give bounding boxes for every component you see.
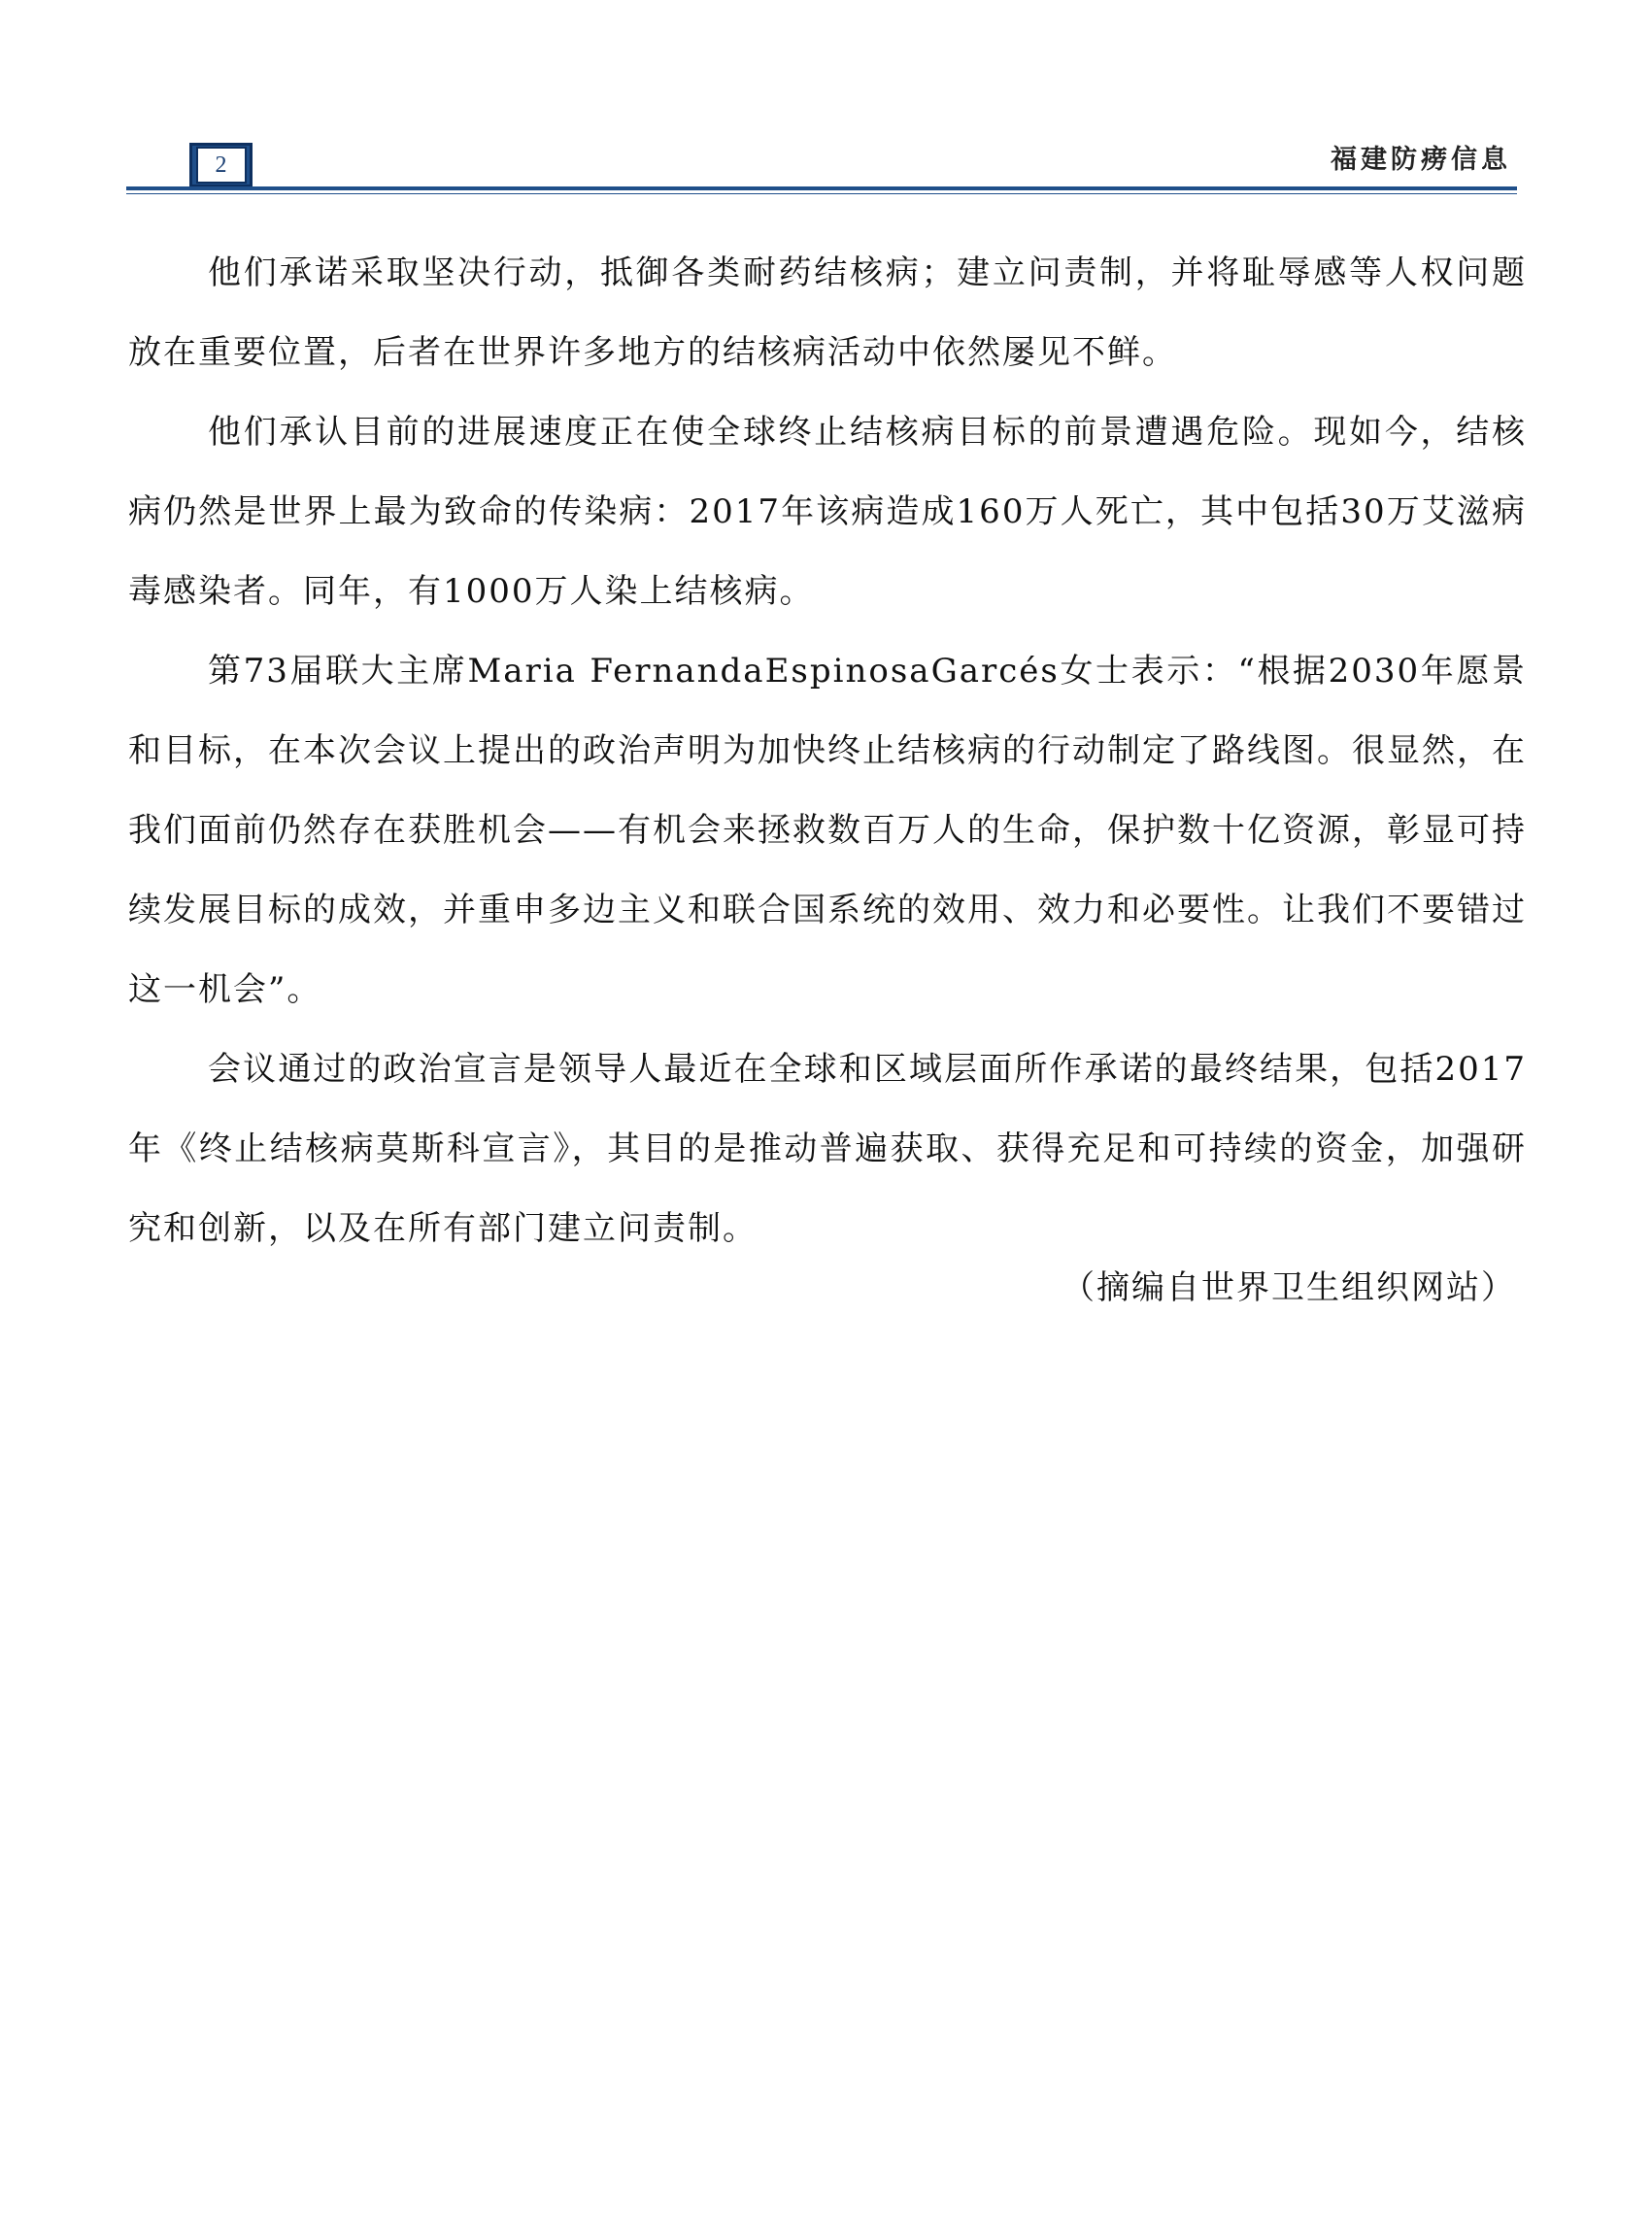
page-header [0, 0, 1652, 214]
page-number: 2 [196, 147, 247, 184]
article-body [128, 233, 1527, 1268]
header-divider [126, 186, 1517, 190]
paragraph-president-quote: 第73届联大主席Maria FernandaEspinosaGarcés女士表示：“根据2030年愿景和目标，在本次会议上提出的政治声明为加快终止结核病的行动制定了路线图。很显然，在我们面前仍然存在获胜机会——有机会来拯救数百万人的生命，保护数十亿资源，彰显可持续发展目标的成效，并重申多边主义和联合国系统的效用、效力和必要性。让我们不要错过这一机会”。 [128, 652, 1527, 1009]
paragraph-progress: 他们承认目前的进展速度正在使全球终止结核病目标的前景遭遇危险。现如今，结核病仍然是世界上最为致命的传染病：2017年该病造成160万人死亡，其中包括30万艾滋病毒感染者。同年，有1000万人染上结核病。 [128, 413, 1527, 611]
source-note: （摘编自世界卫生组织网站） [1062, 1268, 1516, 1307]
paragraph-commitments: 他们承诺采取坚决行动，抵御各类耐药结核病；建立问责制，并将耻辱感等人权问题放在重要位置，后者在世界许多地方的结核病活动中依然屡见不鲜。 [128, 253, 1527, 372]
paragraph-declaration: 会议通过的政治宣言是领导人最近在全球和区域层面所作承诺的最终结果，包括2017年《终止结核病莫斯科宣言》，其目的是推动普遍获取、获得充足和可持续的资金，加强研究和创新，以及在所有部门建立问责制。 [128, 1050, 1527, 1248]
publication-title: 福建防痨信息 [1331, 145, 1511, 175]
page-number-badge [189, 143, 253, 187]
header-divider-thin [126, 193, 1517, 194]
